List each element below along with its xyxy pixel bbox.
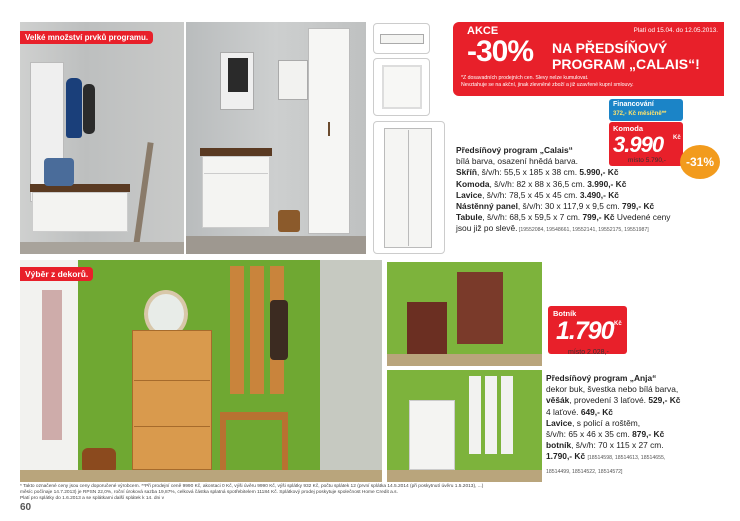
thumb-board (373, 58, 430, 116)
footnote (20, 484, 720, 502)
price-was-komoda: místo 5.790,- (628, 157, 666, 164)
calais-title: Předsíňový program „Calais“ (456, 145, 573, 155)
footnote-line3: Platí pro splátky do 1.6.2013 a se splátkami další splátek k 14. dni v (20, 496, 164, 501)
footnote-line1: * Takto označené ceny jsou ceny doporučené výrobcem. **Při prodejní ceně 9990 Kč, akontaci 0 Kč, výši úvěru 9990 Kč, výši splátky 932 Kč, počtu splátek 12 (první splátka 14.5.2014 (při poskytnutí úvěru 1.5.2013), ...) (20, 484, 484, 489)
anja-description (546, 373, 726, 478)
promo-banner (453, 22, 724, 96)
green-hall-photo (20, 260, 382, 482)
thumb-wardrobe (373, 121, 445, 254)
calais-subtitle: bílá barva, osazení hnědá barva. (456, 156, 578, 167)
decor-photo-plum (387, 262, 542, 366)
price-was-botnik: místo 2.028,- (568, 349, 609, 356)
hall-photo-cabinet (186, 22, 366, 254)
price-currency-komoda: Kč (673, 135, 681, 141)
calais-item: Tabule, š/v/h: 68,5 x 59,5 x 7 cm. 799,- Kč Uvedené ceny jsou již po slevě. [19552084, 19548661, 19552141, 19552175, 19551987] (456, 212, 671, 234)
decor-photo-white (387, 370, 542, 482)
calais-item: Skříň, š/v/h: 55,5 x 185 x 38 cm. 5.990,- Kč (456, 167, 619, 178)
top-photo-caption: Velké množství prvků programu. (20, 31, 153, 44)
calais-item: Lavice, š/v/h: 78,5 x 45 x 45 cm. 3.490,- Kč (456, 189, 619, 200)
promo-note-2: Nevztahuje se na akční, jinak zlevněné zboží a již uzavřené kupní smlouvy. (461, 82, 634, 88)
price-box-botnik (548, 306, 627, 354)
page-number: 60 (20, 502, 32, 513)
calais-item: Nástěnný panel, š/v/h: 30 x 117,9 x 9,5 cm. 799,- Kč (456, 201, 655, 212)
price-value-botnik: 1.790 (556, 317, 614, 345)
promo-note-1: *Z dosavadních prodejních cen. Slevy nelze kumulovat. (461, 75, 589, 81)
hall-photo-bench (20, 22, 184, 254)
promo-valid: Platí od 15.04. do 12.05.2013. (633, 27, 718, 34)
price-product-botnik: Botník (553, 309, 577, 318)
anja-bench-dims: š/v/h: 65 x 46 x 35 cm. 879,- Kč (546, 429, 665, 440)
financing-box (609, 99, 683, 121)
anja-bench: Lavice, s policí a roštěm, (546, 417, 641, 428)
calais-description (456, 145, 688, 237)
promo-discount: -30% (467, 35, 534, 68)
anja-shoe: botník, š/v/h: 70 x 115 x 27 cm. (546, 440, 664, 451)
financing-label: Financování (613, 101, 654, 108)
price-currency-botnik: Kč (614, 321, 622, 327)
anja-codes: 18514499, 18514522, 18514572] (546, 468, 623, 475)
thumb-wall-panel (373, 23, 430, 54)
footnote-line2: měsíc počínaje 14.7.2013) je RPSN 22,0%, roční úroková sazba 19,87%, celková částka splatná spotřebitelem 11184 Kč. Splátkový prodej poskytuje společnost Home Credit a.s. (20, 490, 398, 495)
anja-hanger-4: 4 laťové. 649,- Kč (546, 406, 613, 417)
price-value-komoda: 3.990 (613, 132, 664, 157)
anja-title: Předsíňový program „Anja“ (546, 373, 657, 383)
promo-headline-1: NA PŘEDSÍŇOVÝ (552, 40, 668, 56)
financing-monthly: 372,- Kč měsíčně** (613, 111, 667, 117)
promo-akce: AKCE (467, 25, 499, 37)
anja-shoe-price: 1.790,- Kč [18514598, 18514613, 18514655, (546, 451, 666, 462)
price-product-komoda: Komoda (613, 124, 643, 133)
discount-badge-text: -31% (685, 155, 714, 169)
anja-hanger: věšák, provedení 3 laťové. 529,- Kč (546, 395, 681, 406)
calais-item: Komoda, š/v/h: 82 x 88 x 36,5 cm. 3.990,- Kč (456, 178, 627, 189)
bottom-photo-caption: Výběr z dekorů. (20, 267, 93, 281)
anja-line1: dekor buk, švestka nebo bílá barva, (546, 384, 679, 395)
promo-headline-2: PROGRAM „CALAIS“! (552, 56, 700, 72)
